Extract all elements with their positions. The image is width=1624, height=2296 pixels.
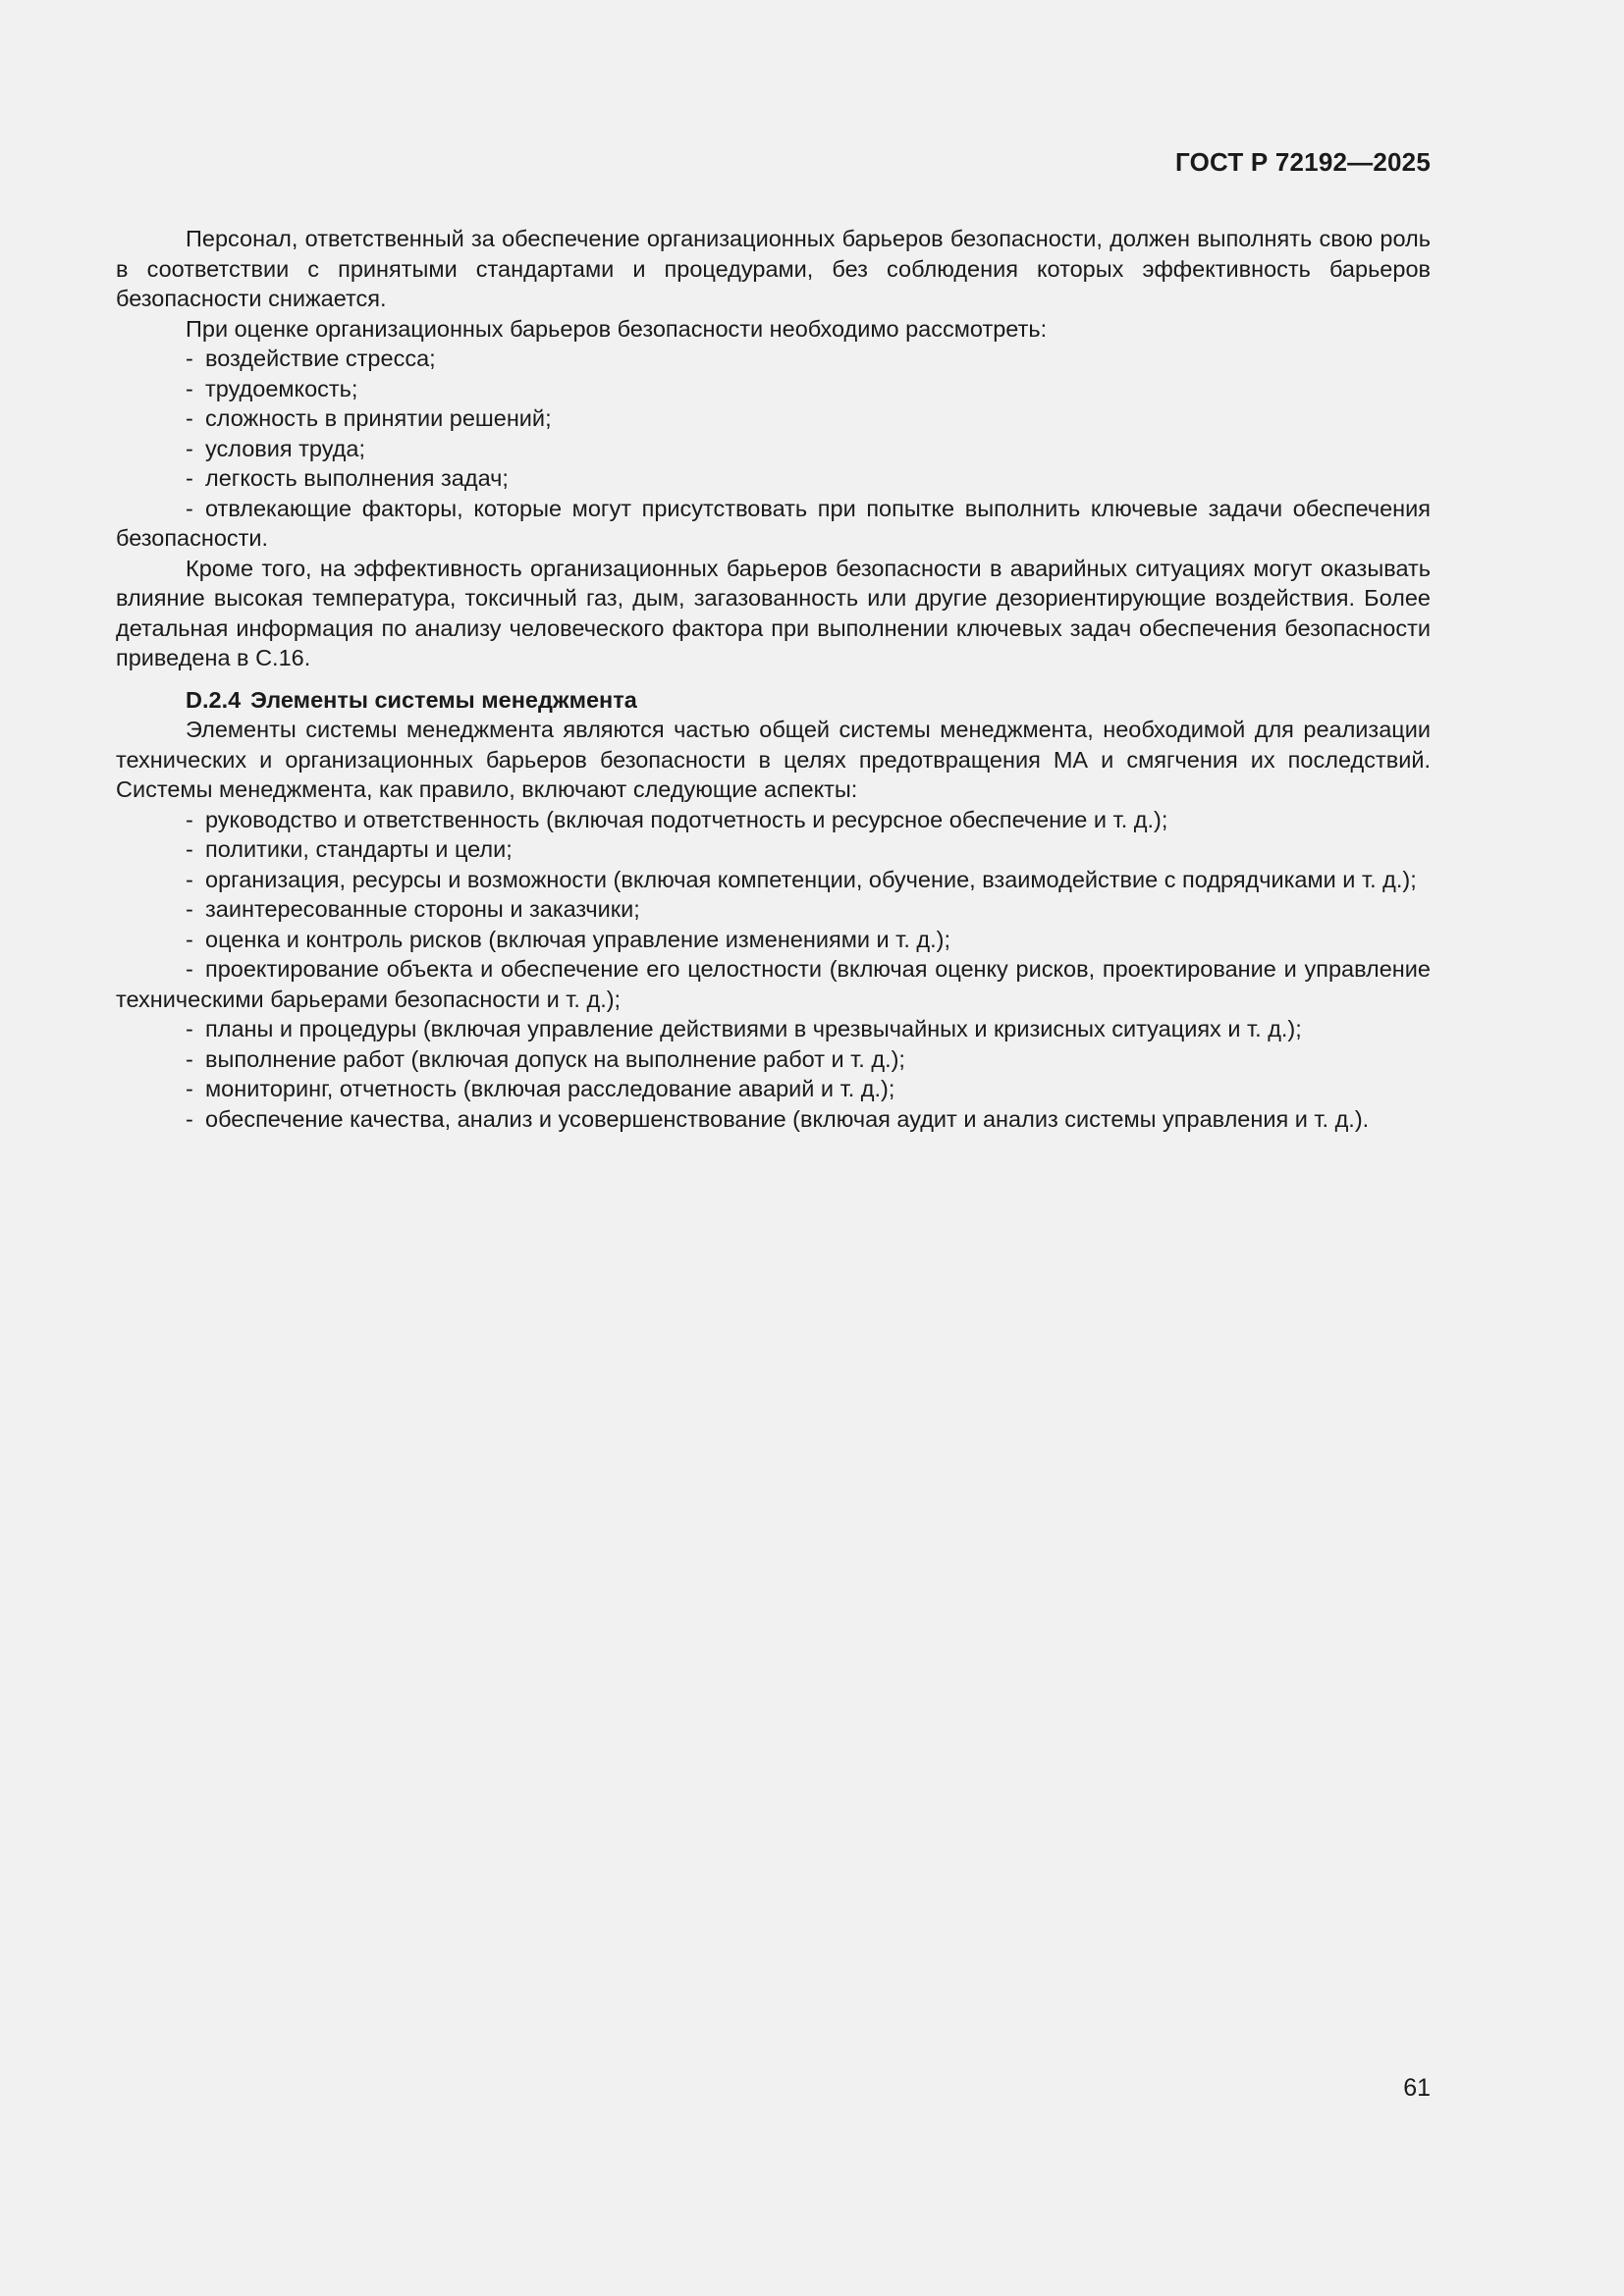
list-dash: - (186, 866, 193, 892)
list-item: - воздействие стресса; (116, 344, 1431, 374)
page-body (116, 224, 1431, 1134)
factors-list (116, 344, 1431, 554)
list-dash: - (186, 956, 193, 982)
list-dash: - (186, 806, 193, 832)
list-dash: - (186, 346, 193, 371)
list-dash: - (186, 1016, 193, 1041)
list-item: - руководство и ответственность (включая подотчетность и ресурсное обеспечение и т. д.); (116, 805, 1431, 835)
list-dash: - (186, 836, 193, 862)
list-dash: - (186, 1105, 193, 1132)
list-item: - проектирование объекта и обеспечение его целостности (включая оценку рисков, проектирование и управление техническими барьерами безопасности и т. д.); (116, 956, 1431, 1012)
list-dash: - (186, 896, 193, 922)
list-item: - оценка и контроль рисков (включая управление изменениями и т. д.); (116, 925, 1431, 955)
list-dash: - (186, 495, 193, 521)
list-item: - обеспечение качества, анализ и усовершенствование (включая аудит и анализ системы управления и т. д.). (116, 1104, 1431, 1135)
list-dash: - (186, 465, 193, 491)
section-number: D.2.4 (186, 686, 242, 713)
list-dash: - (186, 405, 193, 431)
section-title: Элементы системы менеджмента (250, 686, 637, 713)
list-dash: - (186, 1076, 193, 1101)
list-item: - заинтересованные стороны и заказчики; (116, 894, 1431, 925)
document-code-header: ГОСТ Р 72192—2025 (1175, 147, 1431, 177)
list-dash: - (186, 1045, 193, 1072)
page-number: 61 (1403, 2074, 1431, 2102)
list-item: - трудоемкость; (116, 374, 1431, 404)
paragraph-personnel: Персонал, ответственный за обеспечение организационных барьеров безопасности, должен выполнять свою роль в соответствии с принятыми стандартами и процедурами, без соблюдения которых эффективность барьеров безопасности снижается. (116, 226, 1431, 311)
list-item: - сложность в принятии решений; (116, 403, 1431, 434)
list-item: - политики, стандарты и цели; (116, 834, 1431, 865)
section-heading (116, 685, 1431, 716)
list-item: - условия труда; (116, 434, 1431, 464)
paragraph-management-elements: Элементы системы менеджмента являются частью общей системы менеджмента, необходимой для реализации технических и организационных барьеров безопасности в целях предотвращения МА и смягчения их последствий. Системы менеджмента, как правило, включают следующие аспекты: (116, 717, 1431, 802)
list-item: - отвлекающие факторы, которые могут присутствовать при попытке выполнить ключевые задачи обеспечения безопасности. (116, 495, 1431, 551)
management-aspects-list (116, 805, 1431, 1135)
list-item: - мониторинг, отчетность (включая расследование аварий и т. д.); (116, 1074, 1431, 1104)
list-item: - организация, ресурсы и возможности (включая компетенции, обучение, взаимодействие с подрядчиками и т. д.); (116, 865, 1431, 895)
paragraph-emergency-factors: Кроме того, на эффективность организационных барьеров безопасности в аварийных ситуациях могут оказывать влияние высокая температура, токсичный газ, дым, загазованность или другие дезориентирующие воздействия. Более детальная информация по анализу человеческого фактора при выполнении ключевых задач обеспечения безопасности приведена в С.16. (116, 555, 1431, 670)
list-dash: - (186, 926, 193, 952)
paragraph-assessment-intro: При оценке организационных барьеров безопасности необходимо рассмотреть: (186, 315, 1048, 342)
list-item: - выполнение работ (включая допуск на выполнение работ и т. д.); (116, 1044, 1431, 1075)
list-item: - планы и процедуры (включая управление действиями в чрезвычайных и кризисных ситуациях и т. д.); (116, 1014, 1431, 1044)
list-dash: - (186, 435, 193, 461)
list-item: - легкость выполнения задач; (116, 463, 1431, 494)
list-dash: - (186, 375, 193, 401)
